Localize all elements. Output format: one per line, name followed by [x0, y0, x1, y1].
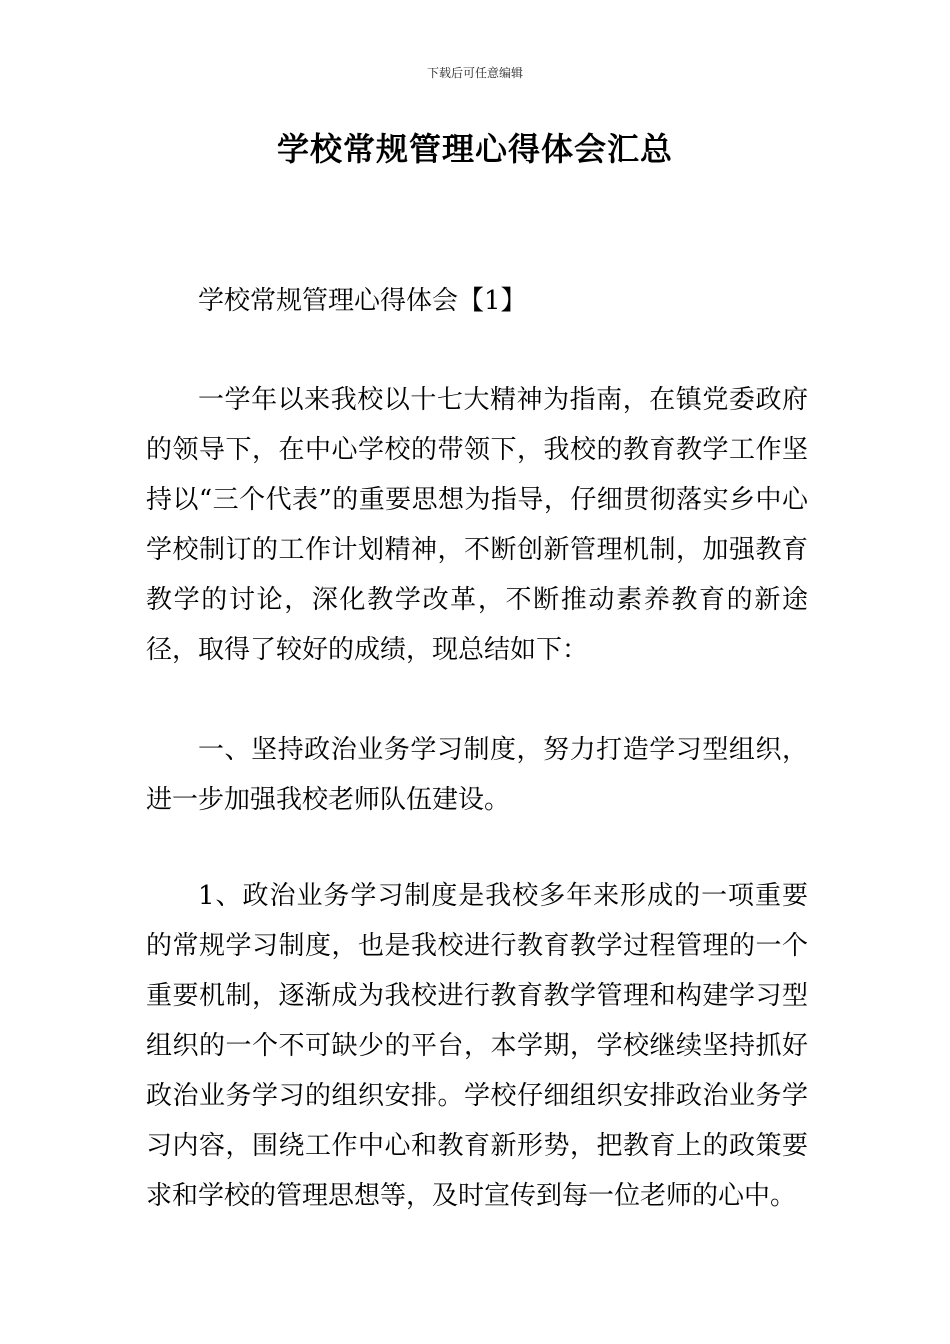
- point-one-paragraph: 一、坚持政治业务学习制度，努力打造学习型组织，进一步加强我校老师队伍建设。: [146, 735, 808, 815]
- page-header-note: 下载后可任意编辑: [426, 66, 523, 80]
- section-heading: 学校常规管理心得体会【1】: [198, 286, 527, 316]
- intro-paragraph: 一学年以来我校以十七大精神为指南，在镇党委政府的领导下，在中心学校的带领下，我校的教育教学工作坚持以“三个代表”的重要思想为指导，仔细贯彻落实乡中心学校制订的工作计划精神，不断创新管理机制，加强教育教学的讨论，深化教学改革，不断推动素养教育的新途径，取得了较好的成绩，现总结如下：: [146, 385, 808, 665]
- document-title: 学校常规管理心得体会汇总: [276, 130, 673, 168]
- item-one-paragraph: 1、政治业务学习制度是我校多年来形成的一项重要的常规学习制度，也是我校进行教育教学过程管理的一个重要机制，逐渐成为我校进行教育教学管理和构建学习型组织的一个不可缺少的平台，本学期，学校继续坚持抓好政治业务学习的组织安排。学校仔细组织安排政治业务学习内容，围绕工作中心和教育新形势，把教育上的政策要求和学校的管理思想等，及时宣传到每一位老师的心中。: [146, 881, 808, 1211]
